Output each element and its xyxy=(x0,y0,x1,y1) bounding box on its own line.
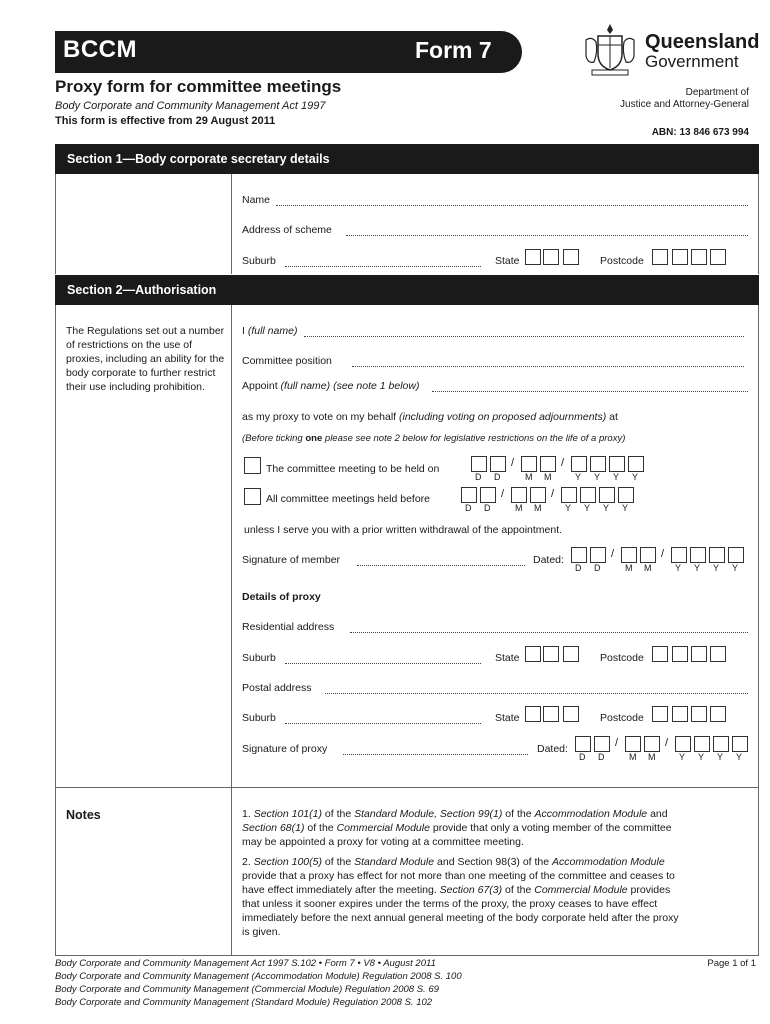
postcode-box[interactable] xyxy=(691,706,707,722)
postcode-box[interactable] xyxy=(672,249,688,265)
date-format-letter: Y xyxy=(698,752,705,762)
date-separator: / xyxy=(561,457,565,469)
date-digit-box[interactable] xyxy=(575,736,591,752)
section2-bar xyxy=(55,275,759,305)
sig-member-field[interactable] xyxy=(357,565,525,566)
date-format-letter: Y xyxy=(632,472,639,482)
date-digit-box[interactable] xyxy=(713,736,729,752)
dated-label: Dated: xyxy=(533,554,564,566)
date-digit-box[interactable] xyxy=(540,456,556,472)
gov-name: Queensland xyxy=(645,31,760,53)
form-code: BCCM xyxy=(63,36,137,63)
footer-line-4: Body Corporate and Community Management (Standard Module) Regulation 2008 S. 102 xyxy=(55,997,433,1008)
date-format-letter: Y xyxy=(736,752,743,762)
date-format-letter: D xyxy=(575,563,582,573)
date-digit-box[interactable] xyxy=(530,487,546,503)
state-box[interactable] xyxy=(525,706,541,722)
postcode-box[interactable] xyxy=(672,646,688,662)
footer-line-1: Body Corporate and Community Management Act 1997 S.102 • Form 7 • V8 • August 2011 xyxy=(55,958,436,969)
date-format-letter: M xyxy=(544,472,552,482)
postal-suburb-field[interactable] xyxy=(285,723,481,724)
date-digit-box[interactable] xyxy=(628,456,644,472)
date-separator: / xyxy=(615,737,619,749)
date-format-letter: D xyxy=(494,472,501,482)
date-digit-box[interactable] xyxy=(580,487,596,503)
residential-field[interactable] xyxy=(350,632,748,633)
date-format-letter: D xyxy=(598,752,605,762)
full-name-label: I (full name) xyxy=(242,325,298,337)
date-format-letter: Y xyxy=(575,472,582,482)
footer-line-2: Body Corporate and Community Management (Accommodation Module) Regulation 2008 S. 100 xyxy=(55,971,462,982)
proxy-vote-text: as my proxy to vote on my behalf (including voting on proposed adjournments) at xyxy=(242,411,618,423)
date-digit-box[interactable] xyxy=(671,547,687,563)
name-field[interactable] xyxy=(276,205,748,206)
date-format-letter: Y xyxy=(565,503,572,513)
postal-field[interactable] xyxy=(325,693,748,694)
date-digit-box[interactable] xyxy=(732,736,748,752)
postcode-box[interactable] xyxy=(652,646,668,662)
effective-date: This form is effective from 29 August 2011 xyxy=(55,115,276,127)
postcode-box[interactable] xyxy=(691,646,707,662)
gov-subtitle: Government xyxy=(645,52,739,71)
page-title: Proxy form for committee meetings xyxy=(55,77,342,96)
date-format-letter: D xyxy=(465,503,472,513)
date-format-letter: D xyxy=(484,503,491,513)
date-format-letter: Y xyxy=(675,563,682,573)
form-number: Form 7 xyxy=(415,37,492,63)
footer-line-3: Body Corporate and Community Management (Commercial Module) Regulation 2008 S. 69 xyxy=(55,984,439,995)
full-name-field[interactable] xyxy=(304,336,744,337)
date-format-letter: M xyxy=(629,752,637,762)
section1-bar xyxy=(55,144,759,174)
proxy-suburb-label: Suburb xyxy=(242,652,276,664)
residential-label: Residential address xyxy=(242,621,335,633)
date-digit-box[interactable] xyxy=(625,736,641,752)
date-digit-box[interactable] xyxy=(644,736,660,752)
date-digit-box[interactable] xyxy=(594,736,610,752)
withdrawal-text: unless I serve you with a prior written withdrawal of the appointment. xyxy=(244,524,563,536)
details-of-proxy-heading: Details of proxy xyxy=(242,591,321,603)
date-format-letter: Y xyxy=(713,563,720,573)
date-digit-box[interactable] xyxy=(521,456,537,472)
state-box[interactable] xyxy=(563,646,579,662)
option-all-meetings-checkbox[interactable] xyxy=(244,488,261,505)
department: Department of Justice and Attorney-General xyxy=(620,87,749,110)
date-digit-box[interactable] xyxy=(599,487,615,503)
name-label: Name xyxy=(242,194,271,206)
state-label: State xyxy=(495,255,520,267)
sig-proxy-field[interactable] xyxy=(343,754,528,755)
state-box[interactable] xyxy=(563,706,579,722)
postcode-box[interactable] xyxy=(672,706,688,722)
act-name: Body Corporate and Community Management Act 1997 xyxy=(55,100,326,112)
date-format-letter: Y xyxy=(679,752,686,762)
committee-position-field[interactable] xyxy=(352,366,744,367)
postal-state-label: State xyxy=(495,712,520,724)
appoint-field[interactable] xyxy=(432,391,748,392)
notes-heading: Notes xyxy=(66,808,101,822)
proxy-postcode-label: Postcode xyxy=(600,652,644,664)
section1-heading: Section 1—Body corporate secretary details xyxy=(67,152,330,166)
postcode-box[interactable] xyxy=(710,706,726,722)
state-box[interactable] xyxy=(563,249,579,265)
date-digit-box[interactable] xyxy=(561,487,577,503)
postal-label: Postal address xyxy=(242,682,312,694)
date-separator: / xyxy=(501,488,505,500)
date-digit-box[interactable] xyxy=(618,487,634,503)
date-format-letter: M xyxy=(534,503,542,513)
date-digit-box[interactable] xyxy=(571,456,587,472)
date-format-letter: Y xyxy=(622,503,629,513)
sig-member-label: Signature of member xyxy=(242,554,341,566)
section2-heading: Section 2—Authorisation xyxy=(67,283,217,297)
postal-postcode-label: Postcode xyxy=(600,712,644,724)
postcode-label: Postcode xyxy=(600,255,644,267)
date-digit-box[interactable] xyxy=(480,487,496,503)
date-digit-box[interactable] xyxy=(511,487,527,503)
date-format-letter: D xyxy=(594,563,601,573)
note-2: 2. Section 100(5) of the Standard Module and Section 98(3) of the Accommodation Module provide that a proxy has effect for not more than one meeting of the committee and ceases to have effect immediately after the meeting. Section 67(3) of the Commercial Module provides that unless it sooner expires under the terms of the proxy, the proxy ceases to have effect immediately before the next annual general meeting of the body corporate held after the proxy is given. xyxy=(242,856,679,938)
date-format-letter: Y xyxy=(613,472,620,482)
option-all-meetings-label: All committee meetings held before xyxy=(266,493,430,505)
date-format-letter: M xyxy=(515,503,523,513)
date-digit-box[interactable] xyxy=(590,456,606,472)
state-box[interactable] xyxy=(543,646,559,662)
proxy-suburb-field[interactable] xyxy=(285,663,481,664)
note-1: 1. Section 101(1) of the Standard Module, Section 99(1) of the Accommodation Module and Section 68(1) of the Commercial Module provide that only a voting member of the committee may be appointed a proxy for voting at a committee meeting. xyxy=(242,808,672,848)
address-field[interactable] xyxy=(346,235,748,236)
sig-proxy-label: Signature of proxy xyxy=(242,743,328,755)
date-digit-box[interactable] xyxy=(640,547,656,563)
page-number: Page 1 of 1 xyxy=(707,958,756,969)
date-digit-box[interactable] xyxy=(621,547,637,563)
date-separator: / xyxy=(611,548,615,560)
date-separator: / xyxy=(551,488,555,500)
form-banner xyxy=(55,31,522,73)
date-separator: / xyxy=(661,548,665,560)
proxy-state-label: State xyxy=(495,652,520,664)
date-format-letter: D xyxy=(475,472,482,482)
date-format-letter: M xyxy=(625,563,633,573)
state-box[interactable] xyxy=(543,706,559,722)
state-box[interactable] xyxy=(525,249,541,265)
address-label: Address of scheme xyxy=(242,224,332,236)
regulations-sidebar: The Regulations set out a number of restrictions on the use of proxies, including an ability for the body corporate to further restrict their use including prohibition. xyxy=(66,325,225,393)
option-single-meeting-label: The committee meeting to be held on xyxy=(266,463,440,475)
date-format-letter: Y xyxy=(594,472,601,482)
abn: ABN: 13 846 673 994 xyxy=(651,127,749,138)
postcode-box[interactable] xyxy=(691,249,707,265)
date-digit-box[interactable] xyxy=(709,547,725,563)
before-ticking-note: (Before ticking one please see note 2 below for legislative restrictions on the life of a proxy) xyxy=(242,433,626,444)
proxy-dated-label: Dated: xyxy=(537,743,568,755)
postcode-box[interactable] xyxy=(710,646,726,662)
date-digit-box[interactable] xyxy=(675,736,691,752)
date-format-letter: Y xyxy=(694,563,701,573)
committee-position-label: Committee position xyxy=(242,355,332,367)
date-digit-box[interactable] xyxy=(471,456,487,472)
state-box[interactable] xyxy=(525,646,541,662)
date-digit-box[interactable] xyxy=(490,456,506,472)
date-format-letter: M xyxy=(525,472,533,482)
date-digit-box[interactable] xyxy=(694,736,710,752)
date-digit-box[interactable] xyxy=(690,547,706,563)
date-digit-box[interactable] xyxy=(571,547,587,563)
suburb-label: Suburb xyxy=(242,255,276,267)
date-digit-box[interactable] xyxy=(728,547,744,563)
date-format-letter: Y xyxy=(717,752,724,762)
postcode-box[interactable] xyxy=(710,249,726,265)
date-format-letter: Y xyxy=(584,503,591,513)
date-format-letter: M xyxy=(648,752,656,762)
option-single-meeting-checkbox[interactable] xyxy=(244,457,261,474)
date-digit-box[interactable] xyxy=(590,547,606,563)
date-format-letter: Y xyxy=(603,503,610,513)
date-format-letter: D xyxy=(579,752,586,762)
date-digit-box[interactable] xyxy=(461,487,477,503)
appoint-label: Appoint (full name) (see note 1 below) xyxy=(242,380,420,392)
date-separator: / xyxy=(511,457,515,469)
suburb-field[interactable] xyxy=(285,266,481,267)
date-format-letter: M xyxy=(644,563,652,573)
queensland-crest-icon xyxy=(580,22,640,78)
date-separator: / xyxy=(665,737,669,749)
date-format-letter: Y xyxy=(732,563,739,573)
postcode-box[interactable] xyxy=(652,706,668,722)
state-box[interactable] xyxy=(543,249,559,265)
postal-suburb-label: Suburb xyxy=(242,712,276,724)
date-digit-box[interactable] xyxy=(609,456,625,472)
postcode-box[interactable] xyxy=(652,249,668,265)
